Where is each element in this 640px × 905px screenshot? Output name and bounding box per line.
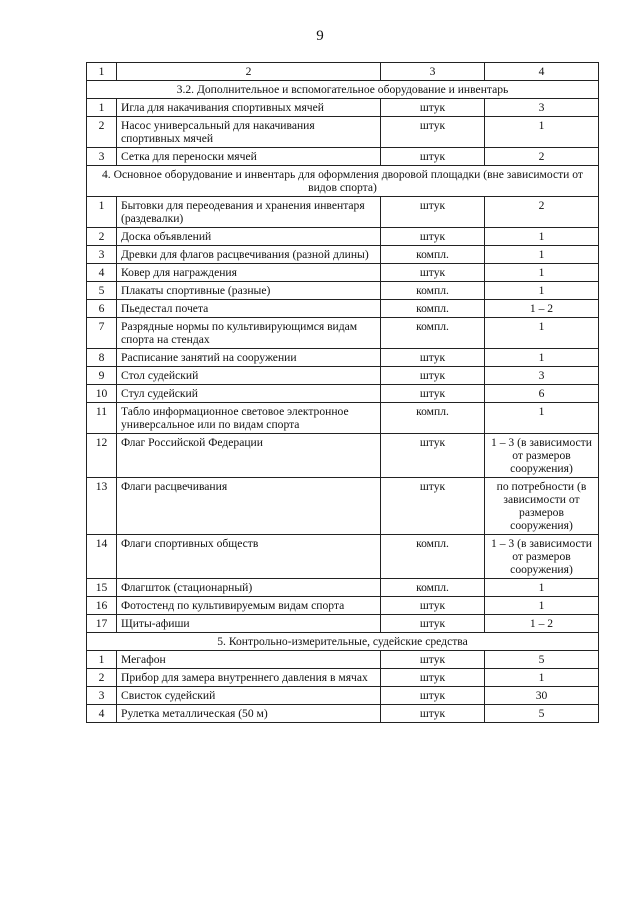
page-number: 9 [316, 28, 324, 44]
item-name: Мегафон [117, 651, 381, 669]
item-unit: компл. [381, 535, 485, 579]
item-number: 1 [87, 197, 117, 228]
item-name: Стул судейский [117, 385, 381, 403]
item-number: 7 [87, 318, 117, 349]
item-name: Бытовки для переодевания и хранения инвентаря (раздевалки) [117, 197, 381, 228]
item-name: Щиты-афиши [117, 615, 381, 633]
item-number: 16 [87, 597, 117, 615]
item-number: 8 [87, 349, 117, 367]
column-header: 2 [117, 63, 381, 81]
table-row [87, 99, 599, 117]
item-name: Стол судейский [117, 367, 381, 385]
item-unit: штук [381, 478, 485, 535]
table-row [87, 385, 599, 403]
item-unit: штук [381, 148, 485, 166]
item-number: 1 [87, 651, 117, 669]
item-number: 11 [87, 403, 117, 434]
equipment-table-body [87, 63, 599, 723]
item-number: 9 [87, 367, 117, 385]
item-quantity: 1 [485, 349, 599, 367]
table-row [87, 579, 599, 597]
item-unit: штук [381, 434, 485, 478]
item-number: 3 [87, 148, 117, 166]
item-name: Ковер для награждения [117, 264, 381, 282]
item-unit: штук [381, 349, 485, 367]
item-quantity: 1 – 3 (в зависимости от размеров сооружения) [485, 434, 599, 478]
item-number: 2 [87, 228, 117, 246]
item-number: 15 [87, 579, 117, 597]
item-name: Плакаты спортивные (разные) [117, 282, 381, 300]
item-unit: штук [381, 228, 485, 246]
item-quantity: 1 [485, 117, 599, 148]
item-quantity: 1 [485, 228, 599, 246]
table-row [87, 117, 599, 148]
item-quantity: 3 [485, 367, 599, 385]
table-row [87, 349, 599, 367]
table-row [87, 535, 599, 579]
table-row [87, 246, 599, 264]
section-title: 5. Контрольно-измерительные, судейские средства [87, 633, 599, 651]
table-row [87, 300, 599, 318]
item-unit: компл. [381, 403, 485, 434]
item-quantity: 1 [485, 579, 599, 597]
item-unit: штук [381, 99, 485, 117]
section-title: 3.2. Дополнительное и вспомогательное оборудование и инвентарь [87, 81, 599, 99]
section-header-row [87, 81, 599, 99]
table-row [87, 282, 599, 300]
column-header: 4 [485, 63, 599, 81]
item-number: 3 [87, 687, 117, 705]
item-number: 5 [87, 282, 117, 300]
table-row [87, 705, 599, 723]
item-unit: штук [381, 197, 485, 228]
item-quantity: 2 [485, 148, 599, 166]
item-unit: компл. [381, 282, 485, 300]
item-quantity: 3 [485, 99, 599, 117]
item-number: 17 [87, 615, 117, 633]
item-number: 2 [87, 669, 117, 687]
item-quantity: по потребности (в зависимости от размеров сооружения) [485, 478, 599, 535]
table-row [87, 264, 599, 282]
item-number: 12 [87, 434, 117, 478]
table-row [87, 318, 599, 349]
item-unit: штук [381, 117, 485, 148]
column-header: 1 [87, 63, 117, 81]
item-unit: штук [381, 597, 485, 615]
item-name: Фотостенд по культивируемым видам спорта [117, 597, 381, 615]
item-quantity: 5 [485, 651, 599, 669]
item-unit: компл. [381, 318, 485, 349]
item-name: Доска объявлений [117, 228, 381, 246]
table-row [87, 687, 599, 705]
item-name: Сетка для переноски мячей [117, 148, 381, 166]
table-row [87, 478, 599, 535]
item-name: Пьедестал почета [117, 300, 381, 318]
item-name: Игла для накачивания спортивных мячей [117, 99, 381, 117]
table-row [87, 197, 599, 228]
item-number: 13 [87, 478, 117, 535]
item-unit: штук [381, 669, 485, 687]
item-name: Прибор для замера внутреннего давления в мячах [117, 669, 381, 687]
table-row [87, 669, 599, 687]
column-header: 3 [381, 63, 485, 81]
section-title: 4. Основное оборудование и инвентарь для оформления дворовой площадки (вне зависимости от видов спорта) [87, 166, 599, 197]
item-unit: компл. [381, 246, 485, 264]
item-number: 2 [87, 117, 117, 148]
table-row [87, 367, 599, 385]
table-row [87, 651, 599, 669]
item-quantity: 2 [485, 197, 599, 228]
item-quantity: 30 [485, 687, 599, 705]
item-number: 4 [87, 705, 117, 723]
item-number: 14 [87, 535, 117, 579]
item-name: Флаги спортивных обществ [117, 535, 381, 579]
item-quantity: 1 [485, 597, 599, 615]
item-name: Разрядные нормы по культивирующимся видам спорта на стендах [117, 318, 381, 349]
item-quantity: 6 [485, 385, 599, 403]
item-number: 3 [87, 246, 117, 264]
item-quantity: 1 [485, 282, 599, 300]
column-number-row [87, 63, 599, 81]
item-number: 10 [87, 385, 117, 403]
item-quantity: 1 – 2 [485, 615, 599, 633]
item-quantity: 1 – 2 [485, 300, 599, 318]
item-name: Флаг Российской Федерации [117, 434, 381, 478]
item-quantity: 1 [485, 318, 599, 349]
item-name: Флагшток (стационарный) [117, 579, 381, 597]
item-unit: компл. [381, 300, 485, 318]
item-unit: штук [381, 651, 485, 669]
item-quantity: 1 [485, 264, 599, 282]
item-name: Свисток судейский [117, 687, 381, 705]
item-name: Флаги расцвечивания [117, 478, 381, 535]
item-unit: штук [381, 367, 485, 385]
item-unit: штук [381, 385, 485, 403]
item-number: 4 [87, 264, 117, 282]
item-quantity: 1 [485, 246, 599, 264]
item-quantity: 1 – 3 (в зависимости от размеров сооружения) [485, 535, 599, 579]
item-unit: штук [381, 687, 485, 705]
item-number: 1 [87, 99, 117, 117]
item-quantity: 1 [485, 403, 599, 434]
equipment-table [86, 62, 599, 723]
section-header-row [87, 166, 599, 197]
section-header-row [87, 633, 599, 651]
table-row [87, 434, 599, 478]
item-name: Рулетка металлическая (50 м) [117, 705, 381, 723]
item-unit: штук [381, 615, 485, 633]
table-row [87, 597, 599, 615]
item-quantity: 5 [485, 705, 599, 723]
table-row [87, 403, 599, 434]
item-unit: штук [381, 264, 485, 282]
item-name: Древки для флагов расцвечивания (разной длины) [117, 246, 381, 264]
item-quantity: 1 [485, 669, 599, 687]
item-name: Табло информационное световое электронное универсальное или по видам спорта [117, 403, 381, 434]
item-number: 6 [87, 300, 117, 318]
item-unit: компл. [381, 579, 485, 597]
table-row [87, 615, 599, 633]
item-name: Расписание занятий на сооружении [117, 349, 381, 367]
item-name: Насос универсальный для накачивания спортивных мячей [117, 117, 381, 148]
item-unit: штук [381, 705, 485, 723]
table-row [87, 228, 599, 246]
table-row [87, 148, 599, 166]
